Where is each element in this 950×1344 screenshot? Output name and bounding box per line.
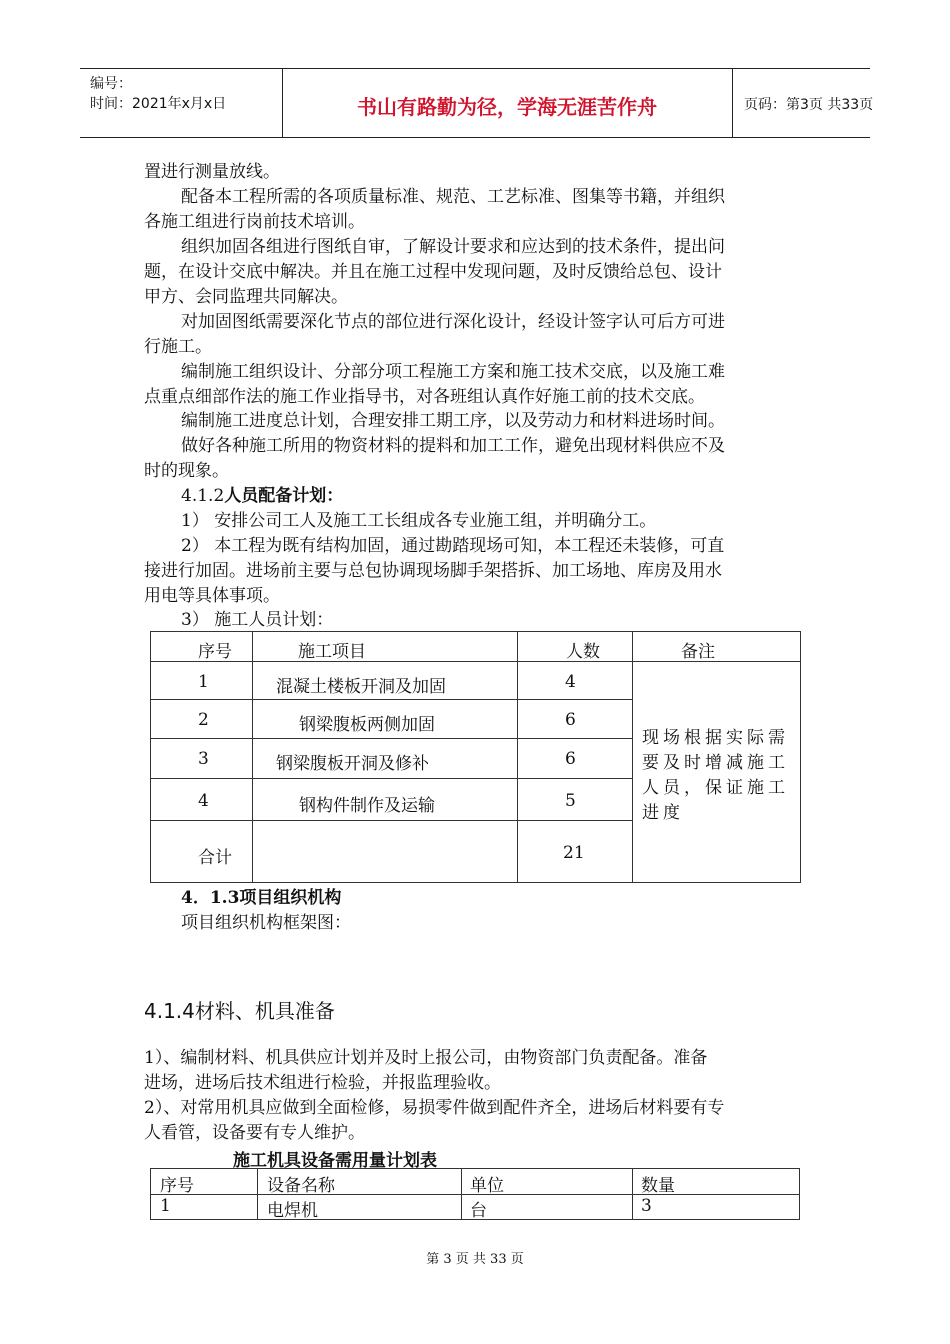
table-header-qty: 数量: [641, 1176, 675, 1196]
table-rule: [461, 1169, 462, 1219]
paragraph-line: 甲方、会同监理共同解决。: [144, 287, 348, 307]
table-cell-total-count: 21: [563, 843, 585, 863]
table-rule: [151, 738, 632, 739]
document-number-label: 编号：: [90, 76, 132, 92]
table-rule: [151, 820, 632, 821]
table-cell-item: 钢梁腹板两侧加固: [299, 715, 435, 735]
paragraph-line: 组织加固各组进行图纸自审，了解设计要求和应达到的技术条件，提出问: [181, 237, 725, 257]
equipment-table: [150, 1168, 800, 1220]
table-cell-count: 6: [565, 710, 576, 730]
table-cell-no: 1: [160, 1196, 171, 1216]
page-header: [80, 68, 874, 138]
header-motto-cell: [282, 69, 733, 137]
list-item: 1）、编制材料、机具供应计划并及时上报公司，由物资部门负责配备。准备: [144, 1048, 708, 1068]
paragraph-line: 时的现象。: [144, 461, 229, 481]
section-number: 4.1.2: [181, 486, 225, 506]
list-item: 2） 本工程为既有结构加固，通过勘踏现场可知，本工程还未装修，可直: [181, 536, 725, 556]
paragraph-line: 用电等具体事项。: [144, 586, 280, 606]
paragraph-line: 接进行加固。进场前主要与总包协调现场脚手架搭拆、加工场地、库房及用水: [144, 561, 722, 581]
header-page-cell: [732, 69, 874, 137]
table-header-count: 人数: [566, 642, 600, 662]
table-rule: [632, 632, 633, 882]
table-cell-name: 电焊机: [267, 1201, 318, 1221]
paragraph-line: 人看管，设备要有专人维护。: [144, 1123, 365, 1143]
paragraph-line: 对加固图纸需要深化节点的部位进行深化设计，经设计签字认可后方可进: [181, 312, 725, 332]
table-cell-total-label: 合计: [198, 848, 232, 868]
table-cell-unit: 台: [470, 1201, 487, 1221]
table-cell-count: 6: [565, 749, 576, 769]
header-motto: 书山有路勤为径，学海无涯苦作舟: [357, 95, 657, 119]
section-heading-412: [181, 484, 343, 509]
section-heading-413: 4．1.3项目组织机构: [181, 888, 342, 908]
paragraph-line: 题，在设计交底中解决。并且在施工过程中发现问题，及时反馈给总包、设计: [144, 262, 722, 282]
paragraph-line: 各施工组进行岗前技术培训。: [144, 212, 365, 232]
list-item: 3） 施工人员计划：: [181, 610, 334, 630]
table-cell-no: 3: [198, 749, 209, 769]
table-cell-item: 混凝土楼板开洞及加固: [276, 677, 446, 697]
equipment-table-caption: 施工机具设备需用量计划表: [233, 1151, 437, 1171]
table-cell-count: 5: [565, 791, 576, 811]
paragraph-line: 做好各种施工所用的物资材料的提料和加工工作，避免出现材料供应不及: [181, 436, 725, 456]
paragraph-line: 行施工。: [144, 337, 212, 357]
table-header-item: 施工项目: [298, 642, 366, 662]
table-rule: [517, 632, 518, 882]
list-item: 1） 安排公司工人及施工工长组成各专业施工组，并明确分工。: [181, 511, 657, 531]
paragraph-line: 置进行测量放线。: [144, 162, 280, 182]
table-rule: [252, 632, 253, 882]
table-cell-no: 1: [198, 672, 209, 692]
document-date: 时间：2021年x月x日: [90, 96, 227, 112]
table-rule: [632, 1169, 633, 1219]
table-rule: [151, 778, 632, 779]
page-footer: 第 3 页 共 33 页: [426, 1252, 524, 1267]
section-text: 项目组织机构框架图：: [181, 913, 351, 933]
table-cell-no: 2: [198, 710, 209, 730]
section-title: 人员配备计划：: [224, 486, 344, 506]
paragraph-line: 点重点细部作法的施工作业指导书，对各班组认真作好施工前的技术交底。: [144, 387, 705, 407]
table-cell-item: 钢构件制作及运输: [299, 796, 435, 816]
paragraph-line: 编制施工组织设计、分部分项工程施工方案和施工技术交底，以及施工难: [181, 362, 725, 382]
table-remark: 现场根据实际需要及时增减施工人员，保证施工进度: [642, 728, 789, 823]
paragraph-line: 配备本工程所需的各项质量标准、规范、工艺标准、图集等书籍，并组织: [181, 187, 725, 207]
section-heading-414: 4.1.4材料、机具准备: [144, 999, 335, 1023]
table-cell-no: 4: [198, 791, 209, 811]
table-cell-count: 4: [565, 672, 576, 692]
staff-plan-table: [150, 631, 801, 883]
header-page-info: 页码：第3页 共33页: [744, 97, 874, 113]
table-header-name: 设备名称: [267, 1176, 335, 1196]
paragraph-line: 进场，进场后技术组进行检验，并报监理验收。: [144, 1073, 501, 1093]
table-rule: [151, 699, 632, 700]
table-header-no: 序号: [160, 1176, 194, 1196]
paragraph-line: 编制施工进度总计划，合理安排工期工序，以及劳动力和材料进场时间。: [181, 411, 725, 431]
table-rule: [257, 1169, 258, 1219]
table-cell-qty: 3: [641, 1196, 652, 1216]
table-header-no: 序号: [198, 642, 232, 662]
header-meta: [80, 69, 283, 137]
table-cell-item: 钢梁腹板开洞及修补: [276, 754, 429, 774]
list-item: 2）、对常用机具应做到全面检修，易损零件做到配件齐全，进场后材料要有专: [144, 1098, 725, 1118]
table-header-unit: 单位: [470, 1176, 504, 1196]
table-header-remark: 备注: [681, 642, 715, 662]
